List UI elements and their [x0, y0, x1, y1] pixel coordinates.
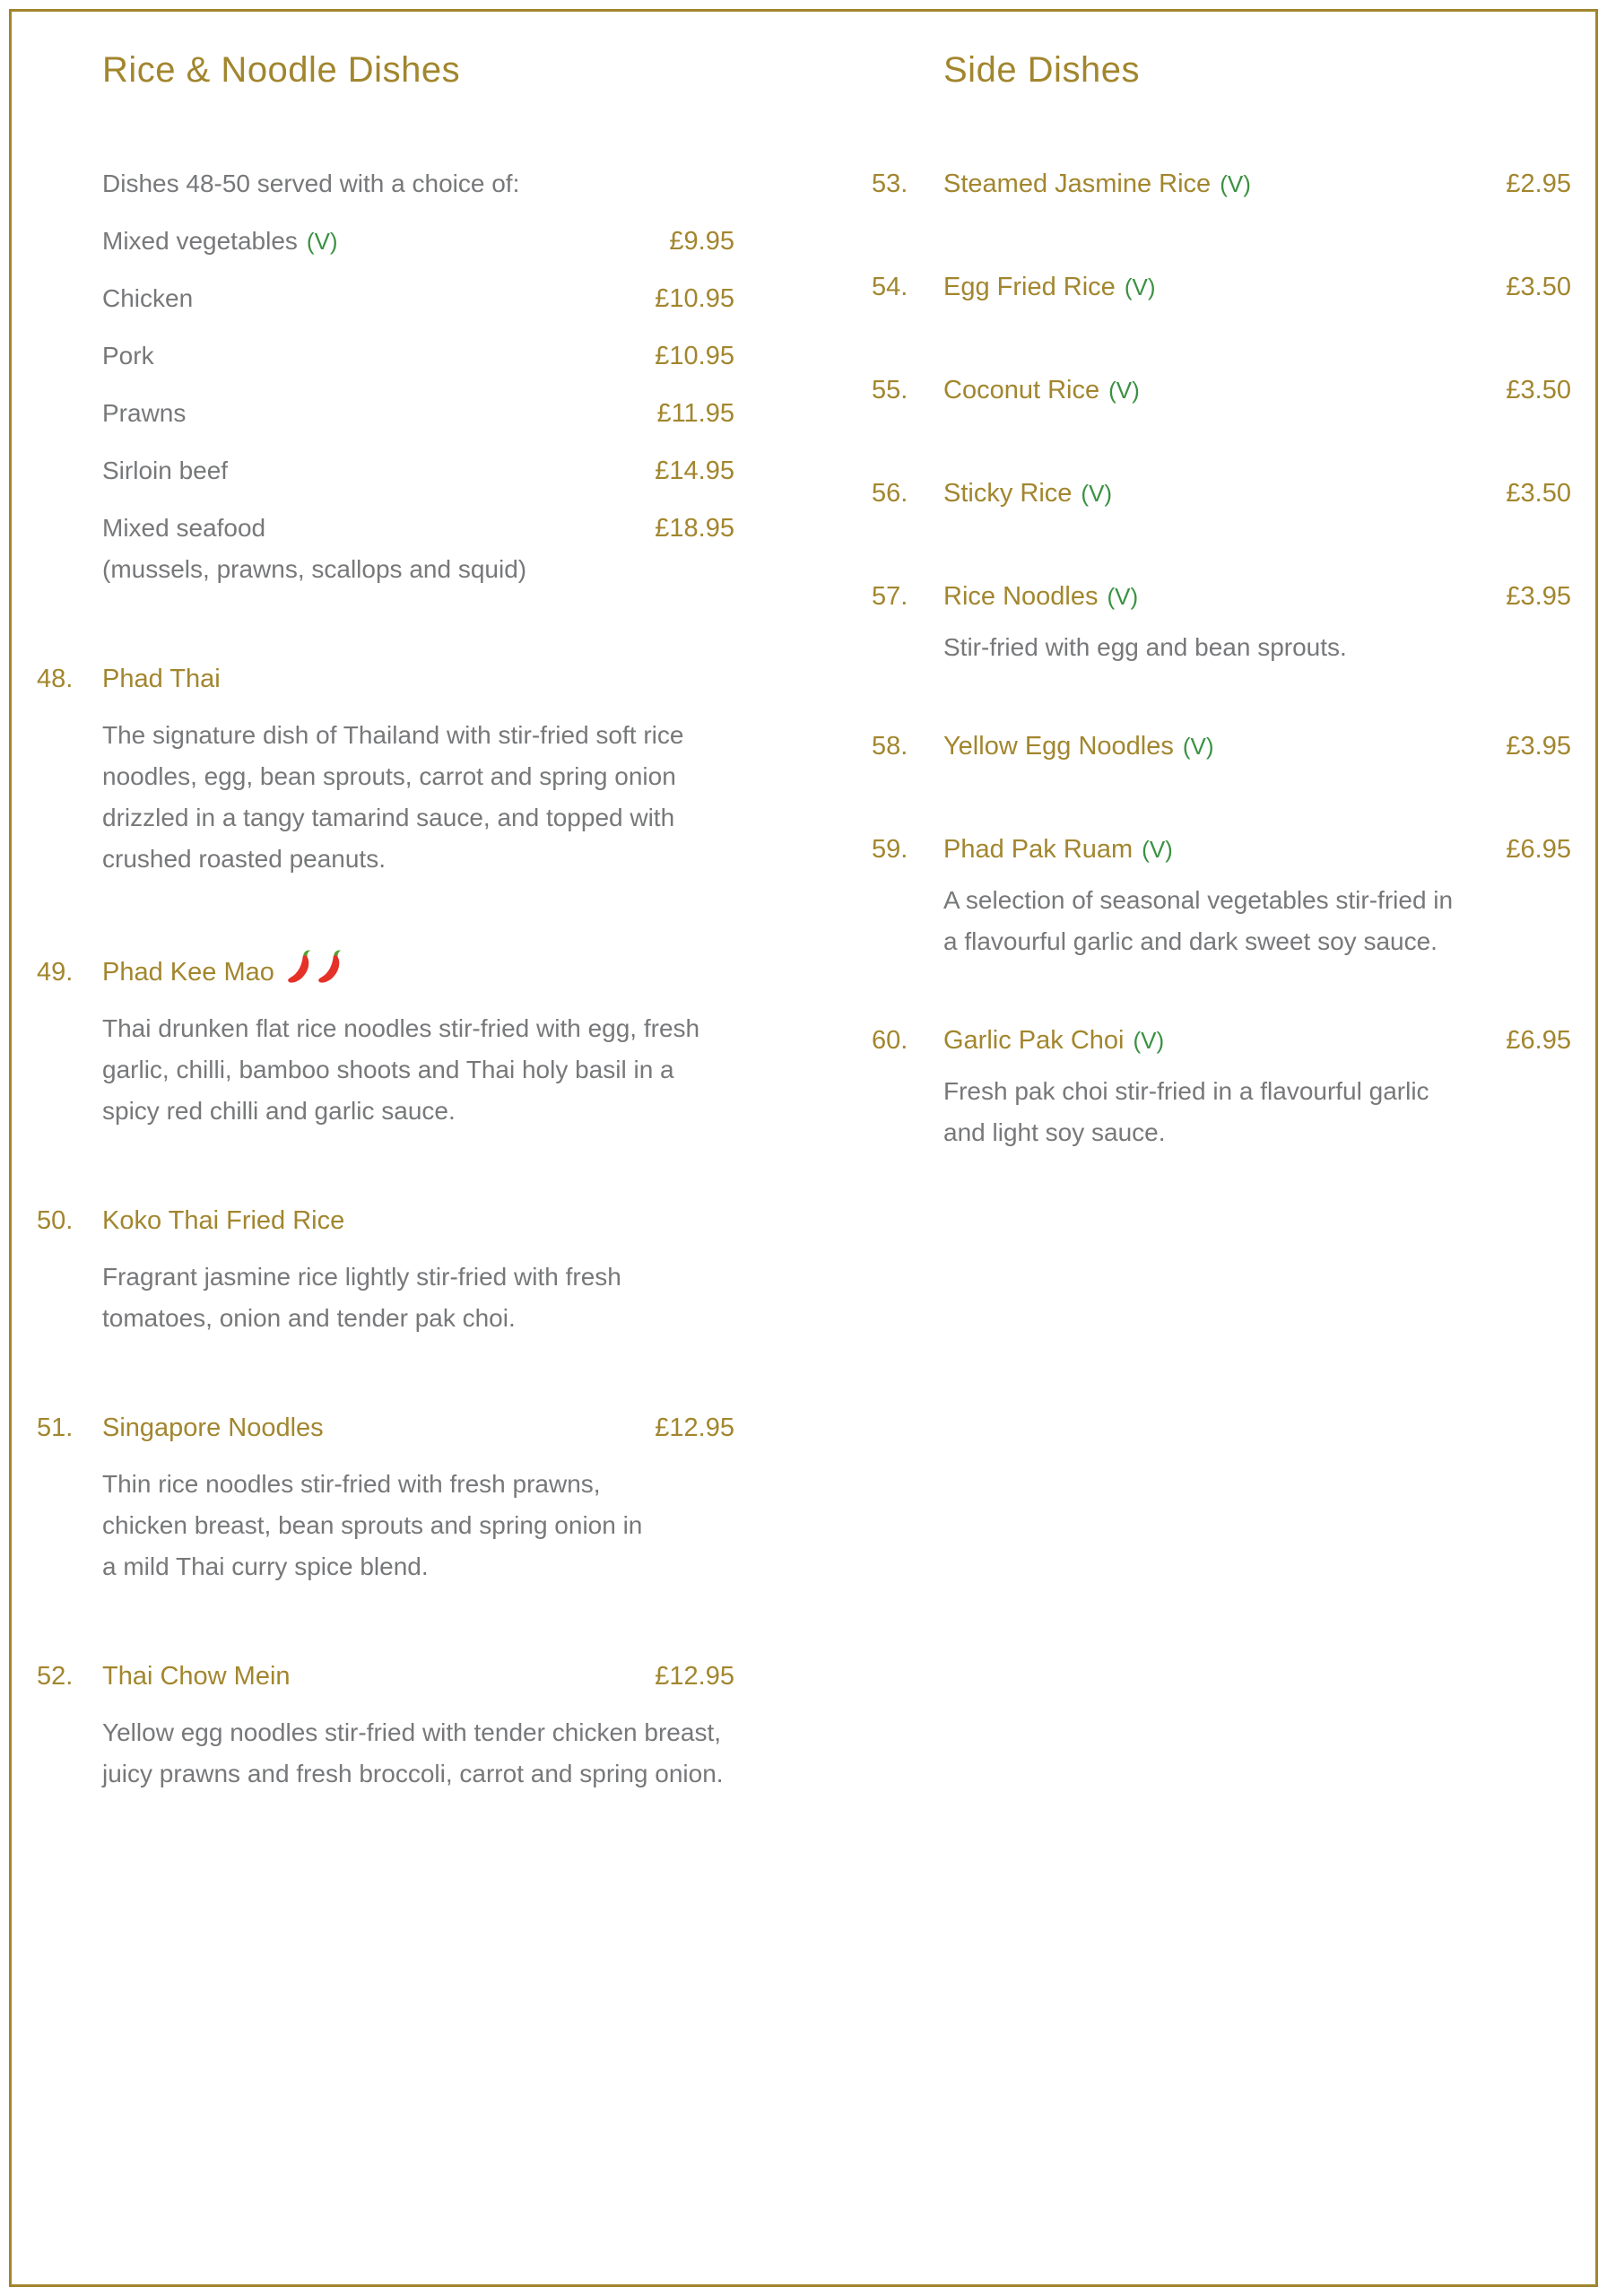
choice-name: Pork	[102, 342, 154, 370]
item-head	[37, 1200, 734, 1246]
vegetarian-badge: (V)	[1133, 1027, 1165, 1054]
choice-intro-text: Dishes 48-50 served with a choice of:	[102, 170, 520, 197]
item-description: Fresh pak choi stir-fried in a flavourful garlic and light soy sauce.	[943, 1077, 1429, 1146]
vegetarian-badge: (V)	[1107, 583, 1139, 610]
item-description: Stir-fried with egg and bean sprouts.	[943, 633, 1347, 661]
item-number: 57.	[872, 582, 908, 611]
choice-row	[102, 450, 734, 491]
choice-name: Mixed vegetables (V)	[102, 227, 338, 255]
item-name: Phad Thai	[102, 665, 221, 693]
item-description: Thai drunken flat rice noodles stir-fried with egg, fresh garlic, chilli, bamboo shoots and Thai holy basil in a spicy red chilli and garlic sauce.	[102, 1014, 700, 1125]
choice-list	[37, 221, 734, 590]
menu-item-55	[872, 370, 1571, 415]
item-description: Yellow egg noodles stir-fried with tender chicken breast, juicy prawns and fresh broccoli, carrot and spring onion.	[102, 1718, 724, 1787]
item-number: 54.	[872, 273, 908, 301]
item-number: 49.	[37, 958, 74, 987]
item-number: 59.	[872, 835, 908, 864]
choice-row	[102, 278, 734, 319]
choice-price: £11.95	[656, 399, 734, 428]
item-name: Coconut Rice	[943, 376, 1100, 404]
item-head	[872, 726, 1571, 771]
vegetarian-badge: (V)	[1220, 170, 1251, 197]
choice-note: (mussels, prawns, scallops and squid)	[102, 555, 527, 583]
item-name: Thai Chow Mein	[102, 1662, 291, 1691]
item-price: £3.50	[1506, 376, 1571, 404]
section-title-rice-noodle: Rice & Noodle Dishes	[102, 50, 461, 90]
vegetarian-badge: (V)	[1124, 274, 1156, 300]
item-head	[872, 370, 1571, 415]
menu-item-52	[37, 1656, 734, 1795]
item-head	[872, 473, 1571, 518]
item-number: 51.	[37, 1413, 74, 1442]
rice-noodle-section	[37, 49, 734, 1795]
vegetarian-badge: (V)	[1182, 733, 1214, 760]
menu-item-54	[872, 266, 1571, 312]
item-name: Garlic Pak Choi	[943, 1026, 1125, 1055]
item-name: Sticky Rice	[943, 479, 1073, 508]
menu-item-50	[37, 1200, 734, 1339]
choice-row	[102, 508, 734, 549]
item-price: £3.95	[1506, 732, 1571, 761]
item-price: £2.95	[1506, 170, 1571, 198]
item-name: Phad Pak Ruam	[943, 835, 1134, 864]
item-number: 48.	[37, 665, 74, 693]
item-head	[872, 163, 1571, 209]
item-head	[37, 948, 734, 997]
menu-item-59	[872, 829, 1571, 962]
item-head	[872, 1020, 1571, 1065]
item-price: £12.95	[655, 1413, 734, 1442]
item-description: Thin rice noodles stir-fried with fresh prawns, chicken breast, bean sprouts and spring onion in a mild Thai curry spice blend.	[102, 1470, 643, 1580]
item-price: £3.50	[1506, 479, 1571, 508]
item-head	[872, 576, 1571, 622]
choice-price: £10.95	[655, 284, 734, 313]
choice-name: Prawns	[102, 399, 187, 427]
item-price: £6.95	[1506, 1026, 1571, 1055]
choice-name: Chicken	[102, 284, 194, 312]
item-number: 60.	[872, 1026, 908, 1055]
item-price: £3.95	[1506, 582, 1571, 611]
item-description: Fragrant jasmine rice lightly stir-fried with fresh tomatoes, onion and tender pak choi.	[102, 1263, 621, 1332]
menu-item-58	[872, 726, 1571, 771]
choice-price: £14.95	[655, 457, 734, 485]
menu-item-53	[872, 163, 1571, 209]
item-description: The signature dish of Thailand with stir-fried soft rice noodles, egg, bean sprouts, carrot and spring onion drizzled in a tangy tamarind sauce, and topped with crushed roasted peanuts.	[102, 721, 684, 873]
item-description: A selection of seasonal vegetables stir-fried in a flavourful garlic and dark sweet soy sauce.	[943, 886, 1454, 955]
item-number: 53.	[872, 170, 908, 198]
item-name: Yellow Egg Noodles	[943, 732, 1174, 761]
item-price: £12.95	[655, 1662, 734, 1691]
item-name: Egg Fried Rice	[943, 273, 1116, 301]
item-price: £3.50	[1506, 273, 1571, 301]
item-number: 58.	[872, 732, 908, 761]
item-number: 50.	[37, 1206, 74, 1235]
choice-row	[102, 221, 734, 262]
vegetarian-badge: (V)	[1081, 480, 1113, 507]
item-head	[872, 829, 1571, 874]
side-dishes-section	[872, 49, 1571, 1211]
vegetarian-badge: (V)	[1108, 377, 1140, 404]
menu-item-57	[872, 576, 1571, 668]
choice-row	[102, 393, 734, 434]
menu-item-48	[37, 658, 734, 880]
chilli-icon	[285, 948, 312, 986]
vegetarian-badge: (V)	[1142, 836, 1173, 863]
item-head	[37, 1407, 734, 1453]
item-name: Koko Thai Fried Rice	[102, 1206, 345, 1235]
vegetarian-badge: (V)	[306, 228, 338, 255]
choice-name: Sirloin beef	[102, 457, 229, 484]
menu-item-56	[872, 473, 1571, 518]
item-name: Steamed Jasmine Rice	[943, 170, 1212, 198]
item-name: Rice Noodles	[943, 582, 1099, 611]
item-number: 55.	[872, 376, 908, 404]
item-number: 56.	[872, 479, 908, 508]
choice-price: £10.95	[655, 342, 734, 370]
menu-item-51	[37, 1407, 734, 1587]
item-number: 52.	[37, 1662, 74, 1691]
chilli-icon	[316, 948, 343, 986]
item-price: £6.95	[1506, 835, 1571, 864]
item-name: Phad Kee Mao	[102, 958, 274, 987]
item-head	[872, 266, 1571, 312]
choice-row	[102, 335, 734, 377]
choice-price: £9.95	[669, 227, 734, 256]
item-head	[37, 658, 734, 704]
menu-item-49	[37, 948, 734, 1132]
choice-name: Mixed seafood	[102, 514, 266, 542]
menu-item-60	[872, 1020, 1571, 1153]
section-title-side-dishes: Side Dishes	[943, 50, 1140, 90]
item-name: Singapore Noodles	[102, 1413, 324, 1442]
item-head	[37, 1656, 734, 1701]
choice-price: £18.95	[655, 514, 734, 543]
